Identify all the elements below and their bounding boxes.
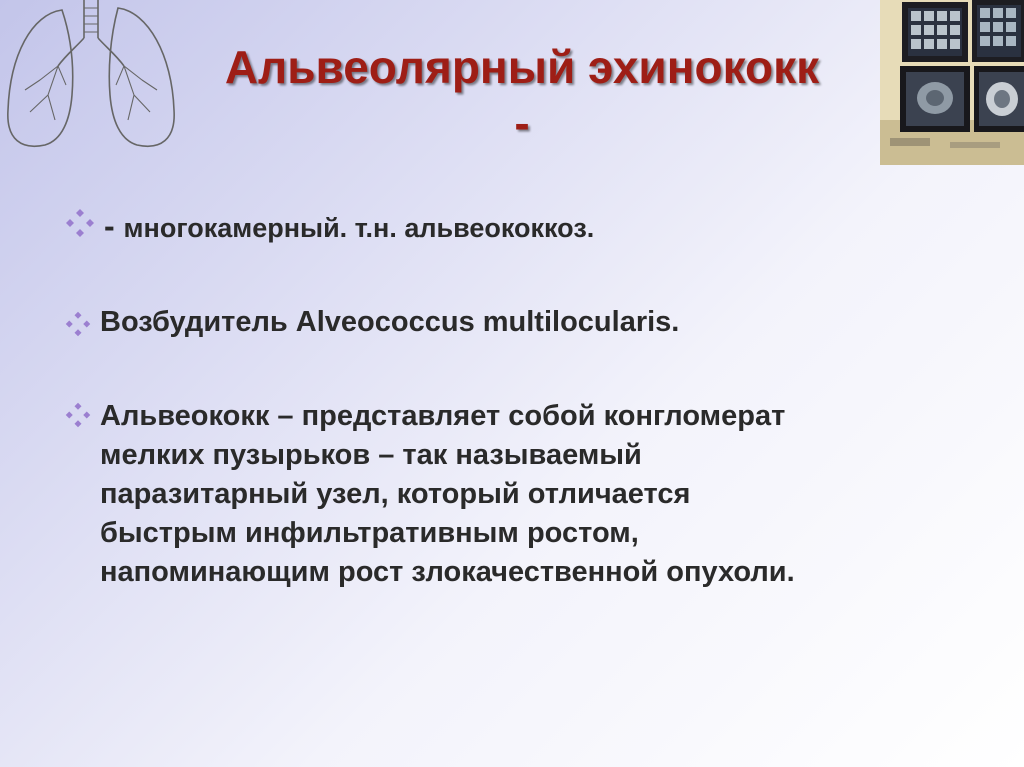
slide-title: Альвеолярный эхинококк — [224, 41, 820, 93]
bullet-prefix: - — [104, 208, 124, 244]
slide-title-dash: - — [514, 97, 530, 149]
bullet-line: быстрым инфильтративным ростом, — [100, 517, 639, 549]
diamond-dots-icon — [64, 401, 92, 429]
diamond-dots-icon — [64, 207, 96, 239]
bullet-text: многокамерный. т.н. альвеококкоз. — [123, 213, 595, 243]
bullet-text: Возбудитель Alveococcus multilocularis. — [100, 306, 680, 338]
diamond-dots-icon — [64, 310, 92, 338]
bullet-line: мелких пузырьков – так называемый — [100, 439, 642, 471]
bullet-line: напоминающим рост злокачественной опухоли. — [100, 556, 795, 588]
bullet-paragraph — [100, 397, 795, 592]
bullet-line: Альвеококк – представляет собой конгломерат — [100, 400, 786, 432]
bullet-line: паразитарный узел, который отличается — [100, 478, 691, 510]
